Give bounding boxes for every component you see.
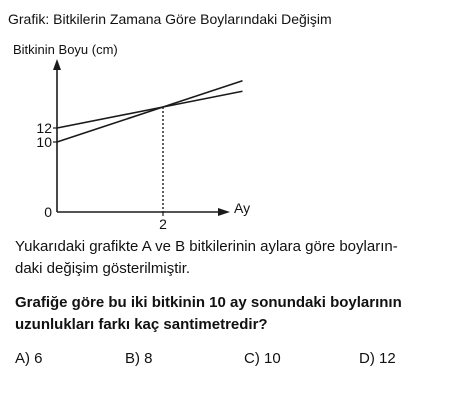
- y-tick-label: 0: [44, 204, 52, 220]
- y-axis-label: Bitkinin Boyu (cm): [13, 42, 118, 57]
- choice-a[interactable]: A) 6: [15, 350, 43, 367]
- choice-c[interactable]: C) 10: [244, 350, 281, 367]
- series-line-1: [57, 91, 243, 128]
- paragraph-text: Yukarıdaki grafikte A ve B bitkilerinin aylara göre boyların- daki değişim gösterilmiştir.: [15, 238, 398, 277]
- x-axis-arrow: [218, 208, 230, 216]
- y-tick-label: 10: [36, 134, 52, 150]
- question-paragraph: [15, 236, 443, 280]
- x-axis-label: Ay: [234, 200, 251, 216]
- chart-title: Grafik: Bitkilerin Zamana Göre Boylarındaki Değişim: [8, 11, 332, 27]
- y-axis-arrow: [53, 59, 61, 70]
- answer-choices: [0, 350, 450, 374]
- series-line-2: [57, 81, 243, 142]
- x-tick-label: 2: [159, 216, 167, 232]
- choice-d[interactable]: D) 12: [359, 350, 396, 367]
- choice-b[interactable]: B) 8: [125, 350, 153, 367]
- y-tick-label: 12: [36, 120, 52, 136]
- question-text: Grafiğe göre bu iki bitkinin 10 ay sonundaki boylarının uzunlukları farkı kaç santimetredir?: [15, 294, 402, 333]
